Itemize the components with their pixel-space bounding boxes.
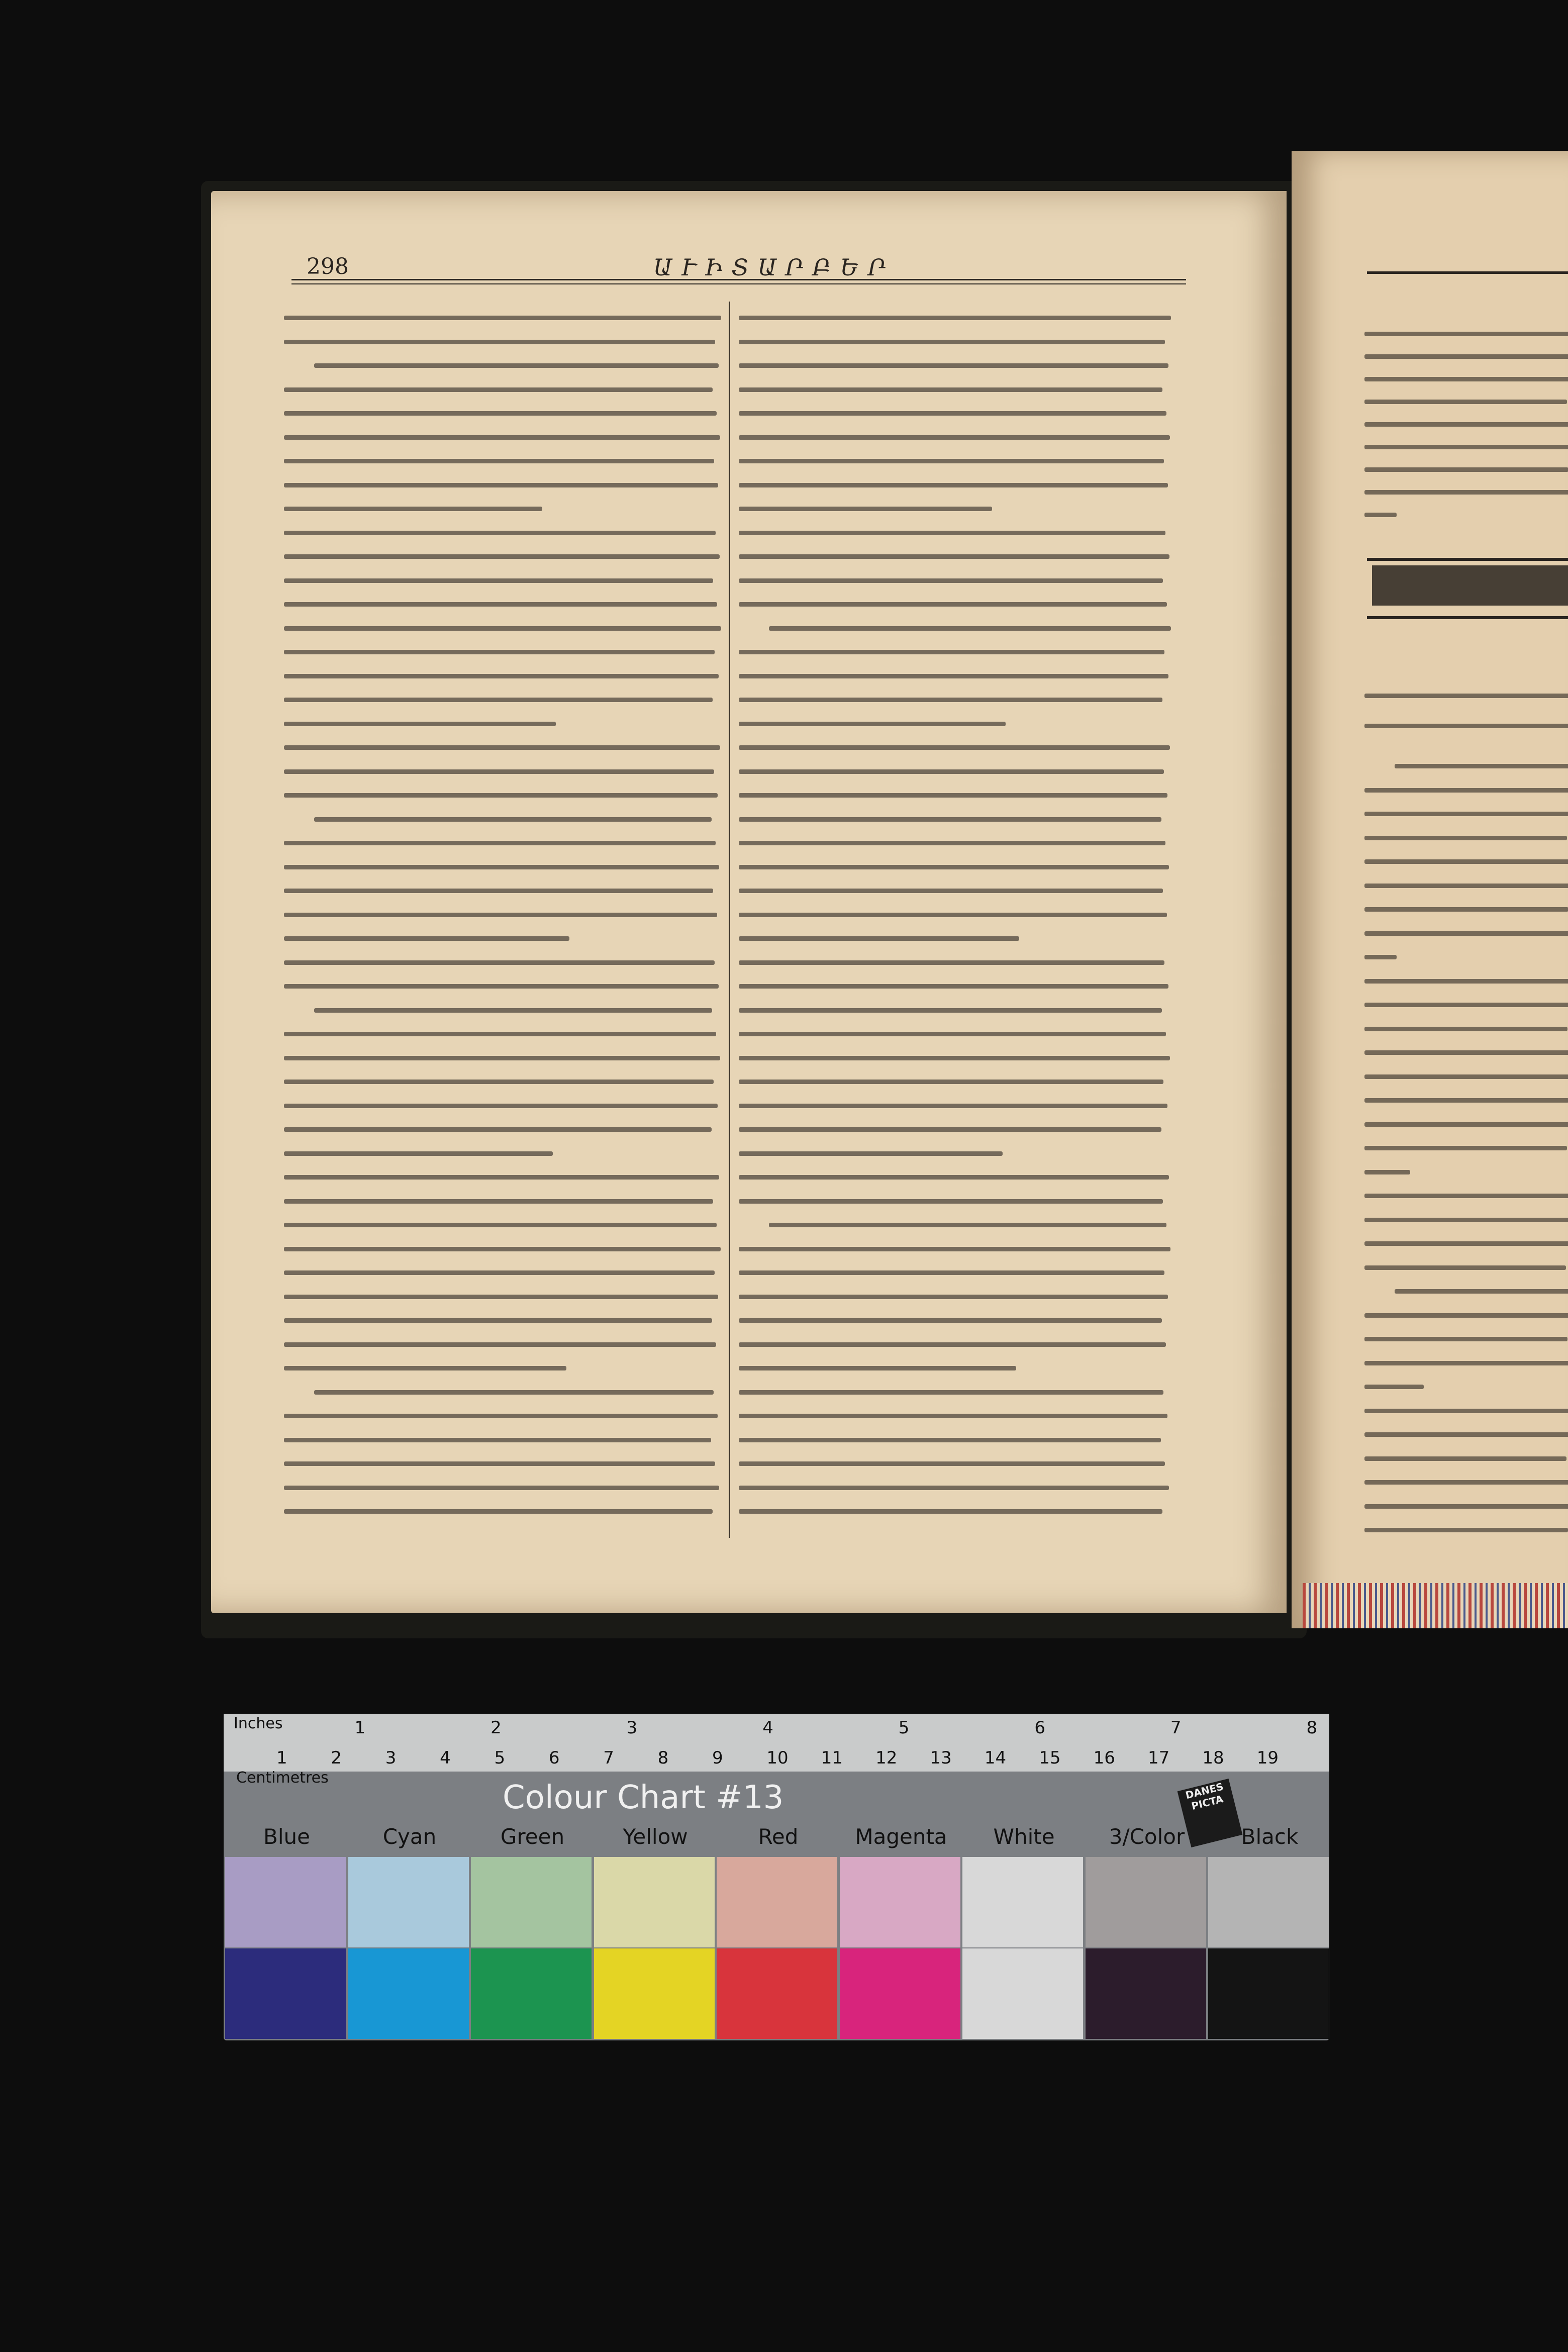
swatch-label: Magenta xyxy=(855,1824,947,1849)
text-line xyxy=(284,387,713,392)
text-line xyxy=(1364,1265,1566,1270)
text-line xyxy=(739,913,1167,917)
text-line xyxy=(284,1342,716,1347)
text-line xyxy=(284,960,715,965)
text-line xyxy=(284,1438,711,1442)
text-line xyxy=(1395,764,1568,768)
swatch-light xyxy=(962,1857,1083,1947)
column-rule xyxy=(729,302,730,1538)
text-line xyxy=(1364,490,1568,495)
text-line xyxy=(739,459,1164,463)
text-line xyxy=(284,1247,721,1251)
cm-mark: 14 xyxy=(984,1748,1007,1768)
text-line xyxy=(284,1056,720,1060)
text-line xyxy=(1364,1432,1568,1437)
text-line xyxy=(284,674,719,678)
text-line xyxy=(1364,812,1568,816)
text-line xyxy=(739,411,1166,416)
text-line xyxy=(1364,1528,1568,1532)
swatch-dark xyxy=(1086,1948,1206,2039)
cm-mark: 13 xyxy=(930,1748,952,1768)
text-line xyxy=(284,698,713,702)
text-line xyxy=(284,1151,553,1156)
inch-mark: 2 xyxy=(491,1718,502,1738)
text-line xyxy=(284,889,713,893)
text-line xyxy=(769,626,1171,631)
facing-page-heading-block xyxy=(1372,565,1568,606)
cm-mark: 5 xyxy=(494,1748,506,1768)
text-line xyxy=(1364,422,1568,427)
swatch-dark xyxy=(348,1948,469,2039)
text-line xyxy=(739,554,1169,559)
text-line xyxy=(284,316,721,320)
text-line xyxy=(284,936,569,941)
text-line xyxy=(1364,1409,1568,1413)
text-line xyxy=(1364,1074,1568,1079)
text-line xyxy=(1364,1313,1568,1318)
text-line xyxy=(284,435,720,440)
text-line xyxy=(1364,931,1568,936)
text-line xyxy=(284,554,720,559)
text-line xyxy=(284,483,718,487)
text-line xyxy=(284,1270,715,1275)
cm-mark: 15 xyxy=(1039,1748,1061,1768)
text-line xyxy=(314,363,719,368)
text-line xyxy=(284,984,719,989)
left-page xyxy=(211,191,1287,1613)
cm-mark: 10 xyxy=(766,1748,789,1768)
swatch-light xyxy=(225,1857,346,1947)
text-line xyxy=(1364,1385,1424,1389)
text-line xyxy=(284,507,542,511)
cm-mark: 18 xyxy=(1202,1748,1224,1768)
cm-mark: 9 xyxy=(712,1748,723,1768)
text-line xyxy=(1364,955,1397,959)
text-line xyxy=(284,1032,716,1036)
swatch-label: White xyxy=(993,1824,1055,1849)
text-line xyxy=(1364,1218,1568,1222)
text-line xyxy=(284,1461,715,1466)
text-line xyxy=(1395,1289,1568,1294)
text-line xyxy=(284,411,717,416)
text-line xyxy=(769,1223,1166,1227)
text-line xyxy=(1364,859,1568,864)
text-line xyxy=(739,960,1164,965)
swatch-light xyxy=(594,1857,715,1947)
text-line xyxy=(1364,445,1568,449)
text-line xyxy=(739,602,1167,607)
text-line xyxy=(1364,1098,1568,1103)
text-line xyxy=(284,1127,712,1132)
cm-mark: 7 xyxy=(603,1748,614,1768)
text-line xyxy=(739,483,1168,487)
text-line xyxy=(739,1056,1170,1060)
colour-chart-title: Colour Chart #13 xyxy=(503,1779,784,1816)
text-line xyxy=(739,363,1168,368)
text-line xyxy=(1364,1194,1568,1198)
text-line xyxy=(1364,788,1568,793)
inch-mark: 6 xyxy=(1034,1718,1045,1738)
text-line xyxy=(739,1438,1161,1442)
text-line xyxy=(284,1318,712,1323)
swatch-label: 3/Color xyxy=(1109,1824,1185,1849)
text-line xyxy=(284,722,556,726)
text-line xyxy=(284,459,714,463)
text-line xyxy=(1364,354,1568,359)
swatch-label: Cyan xyxy=(382,1824,437,1849)
page-edge xyxy=(1303,1583,1568,1628)
text-line xyxy=(1364,377,1568,381)
text-line xyxy=(1364,1361,1568,1365)
text-line xyxy=(284,1080,714,1084)
text-line xyxy=(1364,1146,1567,1150)
swatch-label: Blue xyxy=(263,1824,310,1849)
text-line xyxy=(739,984,1168,989)
text-line xyxy=(1364,1170,1410,1174)
header-rule xyxy=(291,279,1186,284)
text-line xyxy=(739,1318,1162,1323)
text-line xyxy=(1364,467,1568,472)
text-line xyxy=(1364,513,1397,517)
text-line xyxy=(1364,884,1568,888)
ruler-centimetres-label: Centimetres xyxy=(236,1769,329,1787)
swatch-dark xyxy=(225,1948,346,2039)
cm-mark: 8 xyxy=(657,1748,669,1768)
swatch-label: Green xyxy=(500,1824,565,1849)
cm-mark: 16 xyxy=(1093,1748,1115,1768)
text-line xyxy=(739,1127,1161,1132)
text-line xyxy=(739,1342,1166,1347)
text-line xyxy=(739,387,1162,392)
swatch-dark xyxy=(840,1948,960,2039)
text-line xyxy=(739,865,1169,869)
text-line xyxy=(739,531,1165,535)
swatch-dark xyxy=(962,1948,1083,2039)
text-line xyxy=(1364,1337,1567,1341)
right-page xyxy=(1292,151,1568,1628)
text-line xyxy=(284,531,716,535)
text-line xyxy=(1364,979,1568,984)
swatch-dark xyxy=(594,1948,715,2039)
text-line xyxy=(739,793,1167,798)
text-line xyxy=(739,1080,1163,1084)
cm-mark: 6 xyxy=(548,1748,560,1768)
text-line xyxy=(739,817,1161,822)
text-line xyxy=(284,1199,713,1204)
text-line xyxy=(1364,332,1568,336)
inch-mark: 3 xyxy=(626,1718,638,1738)
inch-mark: 5 xyxy=(898,1718,910,1738)
text-line xyxy=(739,674,1168,678)
text-line xyxy=(284,1223,717,1227)
cm-mark: 3 xyxy=(385,1748,397,1768)
text-line xyxy=(739,1509,1162,1514)
inch-mark: 8 xyxy=(1306,1718,1318,1738)
inch-mark: 1 xyxy=(354,1718,366,1738)
text-line xyxy=(739,435,1170,440)
swatch-light xyxy=(348,1857,469,1947)
text-line xyxy=(1364,1050,1568,1055)
text-line xyxy=(1364,1480,1568,1485)
text-line xyxy=(1364,836,1567,840)
text-line xyxy=(1364,1456,1566,1461)
text-line xyxy=(284,578,713,583)
swatch-light xyxy=(1208,1857,1329,1947)
swatch-label: Red xyxy=(758,1824,799,1849)
text-line xyxy=(739,745,1170,750)
text-line xyxy=(1364,724,1568,728)
cm-mark: 11 xyxy=(821,1748,843,1768)
text-line xyxy=(739,1151,1003,1156)
swatch-label: Black xyxy=(1241,1824,1299,1849)
text-line xyxy=(1364,1122,1568,1127)
text-line xyxy=(739,698,1162,702)
cm-mark: 17 xyxy=(1147,1748,1170,1768)
cm-mark: 4 xyxy=(440,1748,451,1768)
text-line xyxy=(284,602,717,607)
cm-mark: 2 xyxy=(331,1748,342,1768)
text-line xyxy=(284,769,714,774)
text-line xyxy=(739,1199,1163,1204)
inch-mark: 4 xyxy=(762,1718,773,1738)
cm-mark: 1 xyxy=(276,1748,287,1768)
text-line xyxy=(739,936,1019,941)
text-line xyxy=(314,817,712,822)
text-line xyxy=(284,1414,718,1418)
cm-mark: 12 xyxy=(875,1748,898,1768)
text-line xyxy=(739,316,1171,320)
text-line xyxy=(284,1366,566,1370)
ruler-inches-label: Inches xyxy=(234,1715,283,1732)
text-line xyxy=(284,1104,718,1108)
text-line xyxy=(314,1008,712,1013)
text-line xyxy=(284,1509,713,1514)
text-line xyxy=(739,1486,1169,1490)
brand-logo: DANES PICTA xyxy=(1178,1779,1243,1847)
facing-page-rule xyxy=(1367,271,1568,274)
text-line xyxy=(739,1295,1168,1299)
text-line xyxy=(739,722,1006,726)
text-line xyxy=(739,1008,1162,1013)
text-line xyxy=(284,650,715,654)
text-line xyxy=(1364,400,1567,404)
swatch-light xyxy=(840,1857,960,1947)
text-line xyxy=(739,650,1164,654)
text-line xyxy=(739,1175,1169,1180)
swatch-light xyxy=(471,1857,592,1947)
swatch-dark xyxy=(1208,1948,1329,2039)
text-line xyxy=(739,1414,1167,1418)
cm-mark: 19 xyxy=(1256,1748,1279,1768)
text-line xyxy=(284,793,718,798)
text-line xyxy=(739,507,992,511)
text-line xyxy=(739,1461,1165,1466)
text-line xyxy=(284,745,720,750)
text-line xyxy=(1364,907,1568,912)
text-line xyxy=(284,340,715,344)
text-line xyxy=(1364,1504,1568,1509)
swatch-light xyxy=(717,1857,837,1947)
swatch-label: Yellow xyxy=(623,1824,688,1849)
text-line xyxy=(739,1247,1170,1251)
text-line xyxy=(739,841,1165,845)
text-line xyxy=(739,1270,1164,1275)
text-line xyxy=(739,1032,1166,1036)
text-line xyxy=(284,1295,718,1299)
text-line xyxy=(284,841,716,845)
text-line xyxy=(739,769,1164,774)
swatch-light xyxy=(1086,1857,1206,1947)
text-line xyxy=(1364,1241,1568,1246)
swatch-dark xyxy=(717,1948,837,2039)
text-line xyxy=(739,340,1165,344)
text-line xyxy=(739,578,1163,583)
text-line xyxy=(1364,1003,1568,1007)
text-line xyxy=(314,1390,714,1395)
text-line xyxy=(284,1175,719,1180)
running-head: ԱՒԻՏԱՐԲԵՐ xyxy=(653,254,895,281)
text-line xyxy=(739,1390,1163,1395)
inch-mark: 7 xyxy=(1170,1718,1182,1738)
text-line xyxy=(1364,1027,1567,1031)
text-line xyxy=(739,889,1163,893)
text-line xyxy=(284,626,721,631)
text-line xyxy=(284,1486,719,1490)
text-line xyxy=(284,913,717,917)
text-line xyxy=(1364,694,1568,698)
text-line xyxy=(284,865,719,869)
swatch-dark xyxy=(471,1948,592,2039)
page-number: 298 xyxy=(307,254,349,279)
text-line xyxy=(739,1366,1016,1370)
text-line xyxy=(739,1104,1167,1108)
